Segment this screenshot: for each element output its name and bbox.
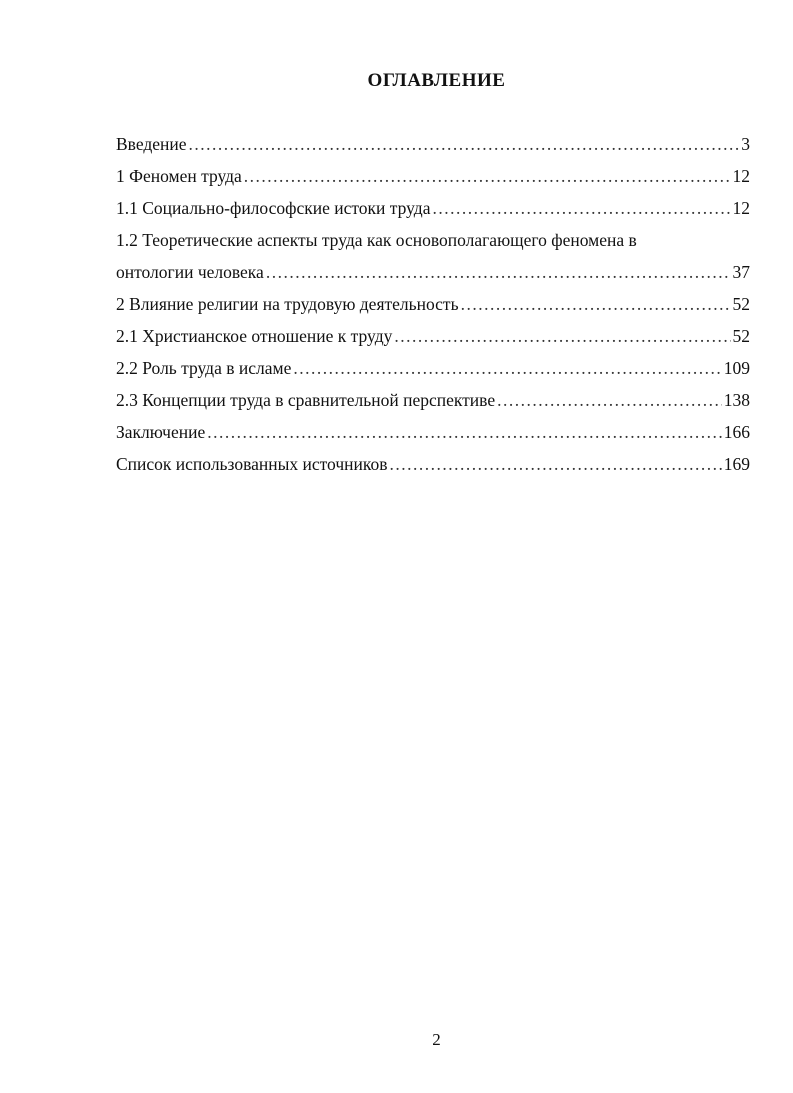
toc-dot-leader	[461, 288, 731, 320]
toc-dot-leader	[432, 192, 730, 224]
toc-entry-label: 2.1 Христианское отношение к труду	[116, 326, 393, 346]
toc-entry-references[interactable]	[116, 448, 750, 480]
toc-dot-leader	[293, 352, 721, 384]
toc-page-number: 12	[732, 166, 750, 186]
toc-dot-leader	[394, 320, 730, 352]
toc-entry-chapter-1[interactable]	[116, 160, 750, 192]
toc-page-number: 138	[723, 390, 750, 410]
toc-page-number: 52	[732, 294, 750, 314]
toc-entry-label: Заключение	[116, 422, 206, 442]
toc-entry-conclusion[interactable]	[116, 416, 750, 448]
toc-entry-label: 2.3 Концепции труда в сравнительной перспективе	[116, 390, 496, 410]
toc-entry-label: 1 Феномен труда	[116, 166, 242, 186]
toc-dot-leader	[497, 384, 722, 416]
page-number: 2	[432, 1030, 441, 1049]
toc-entry-label: 2 Влияние религии на трудовую деятельность	[116, 294, 459, 314]
toc-page-number: 3	[741, 134, 750, 154]
toc-page-number: 109	[723, 358, 750, 378]
toc-page-number: 37	[732, 262, 750, 282]
toc-dot-leader	[266, 256, 731, 288]
table-of-contents	[116, 128, 750, 480]
toc-entry-label: Введение	[116, 134, 187, 154]
toc-page-number: 166	[723, 422, 750, 442]
toc-page-number: 169	[723, 454, 750, 474]
toc-dot-leader	[189, 128, 740, 160]
toc-entry-section-1-2[interactable]	[116, 224, 750, 288]
toc-entry-label: 2.2 Роль труда в исламе	[116, 358, 292, 378]
toc-page-number: 52	[732, 326, 750, 346]
toc-entry-chapter-2[interactable]	[116, 288, 750, 320]
toc-entry-label: Список использованных источников	[116, 454, 388, 474]
page-title: ОГЛАВЛЕНИЕ	[367, 70, 506, 91]
toc-page-number: 12	[732, 198, 750, 218]
toc-dot-leader	[390, 448, 722, 480]
toc-entry-label-line-1: 1.2 Теоретические аспекты труда как основополагающего феномена в	[116, 230, 637, 250]
toc-entry-label-line-2: онтологии человека	[116, 262, 264, 282]
toc-dot-leader	[244, 160, 731, 192]
toc-dot-leader	[207, 416, 722, 448]
toc-entry-section-1-1[interactable]	[116, 192, 750, 224]
toc-entry-section-2-2[interactable]	[116, 352, 750, 384]
toc-entry-label: 1.1 Социально-философские истоки труда	[116, 198, 431, 218]
toc-entry-section-2-1[interactable]	[116, 320, 750, 352]
toc-entry-section-2-3[interactable]	[116, 384, 750, 416]
toc-entry-introduction[interactable]	[116, 128, 750, 160]
